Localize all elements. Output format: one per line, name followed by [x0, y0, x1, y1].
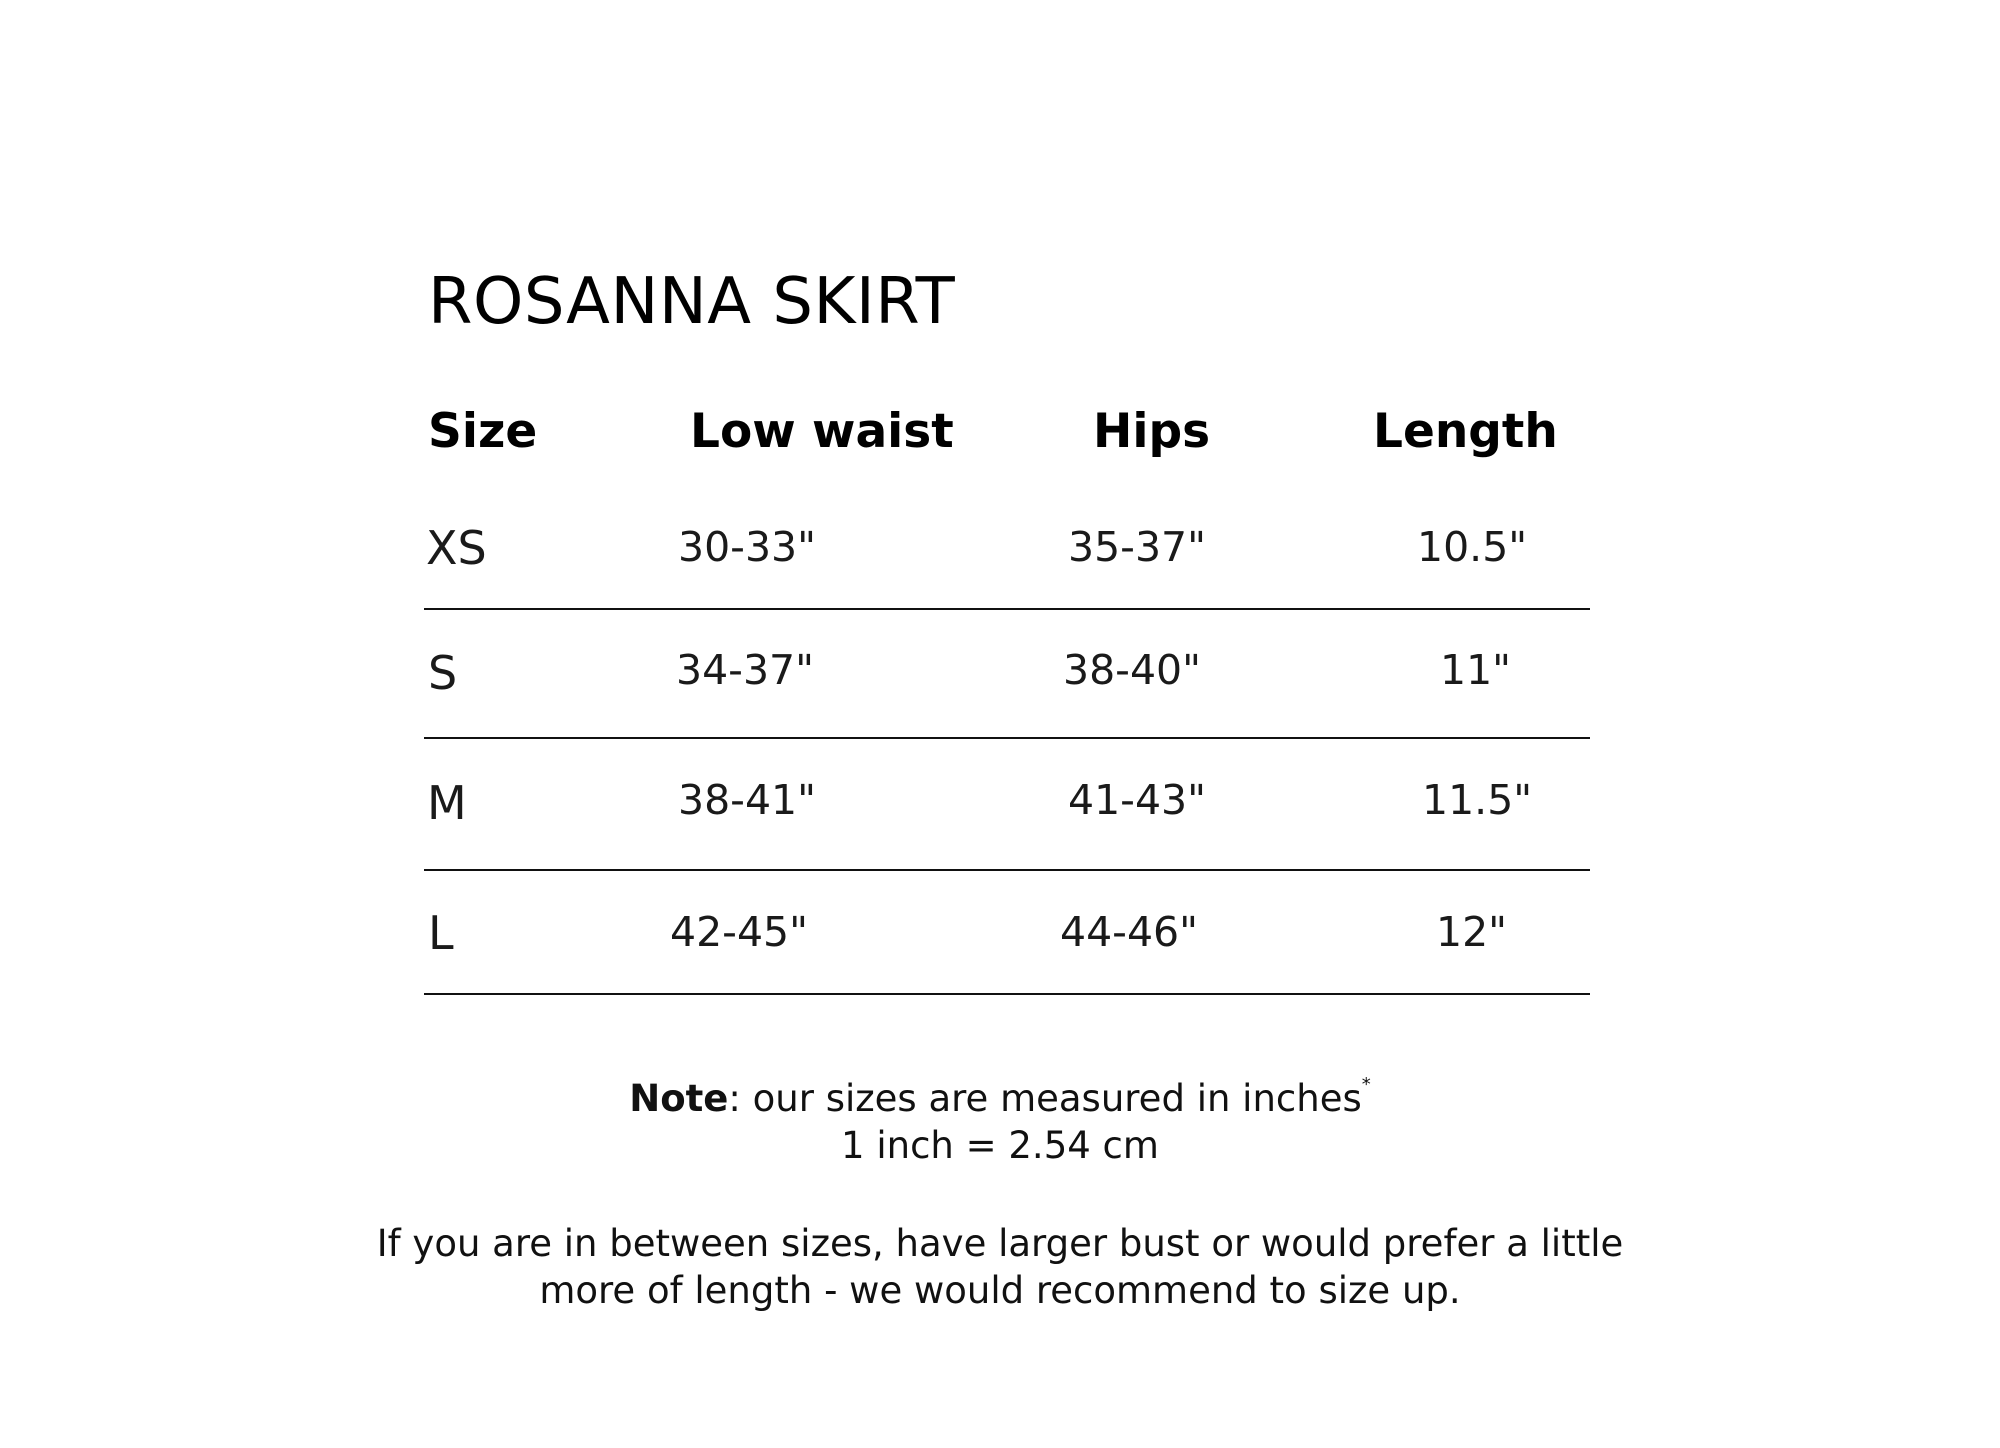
row-l-hips: 44-46" — [1060, 908, 1198, 956]
header-length: Length — [1373, 404, 1558, 459]
row-s-size: S — [428, 646, 458, 700]
row-m-hips: 41-43" — [1068, 776, 1206, 824]
row-s-hips: 38-40" — [1063, 646, 1201, 694]
row-xs-hips: 35-37" — [1068, 523, 1206, 571]
row-s-low-waist: 34-37" — [676, 646, 814, 694]
row-s-length: 11" — [1440, 646, 1512, 694]
row-l-length: 12" — [1436, 908, 1508, 956]
row-divider — [424, 608, 1590, 610]
header-size: Size — [428, 404, 538, 459]
row-l-size: L — [428, 906, 454, 960]
row-l-low-waist: 42-45" — [670, 908, 808, 956]
measurement-note — [0, 1074, 2000, 1120]
row-m-size: M — [427, 776, 467, 830]
note-asterisk: * — [1361, 1074, 1371, 1095]
note-label: Note — [629, 1077, 729, 1120]
sizing-advice-line-2: more of length - we would recommend to size up. — [539, 1269, 1461, 1312]
row-xs-low-waist: 30-33" — [678, 523, 816, 571]
page-title: ROSANNA SKIRT — [428, 265, 956, 339]
header-low-waist: Low waist — [690, 404, 954, 459]
header-hips: Hips — [1093, 404, 1211, 459]
row-divider — [424, 993, 1590, 995]
row-divider — [424, 869, 1590, 871]
row-m-length: 11.5" — [1422, 776, 1533, 824]
row-m-low-waist: 38-41" — [678, 776, 816, 824]
conversion-note: 1 inch = 2.54 cm — [841, 1124, 1159, 1167]
note-text: : our sizes are measured in inches — [728, 1077, 1362, 1120]
row-divider — [424, 737, 1590, 739]
row-xs-size: XS — [426, 521, 487, 575]
row-xs-length: 10.5" — [1417, 523, 1528, 571]
sizing-advice-line-1: If you are in between sizes, have larger bust or would prefer a little — [376, 1222, 1624, 1265]
